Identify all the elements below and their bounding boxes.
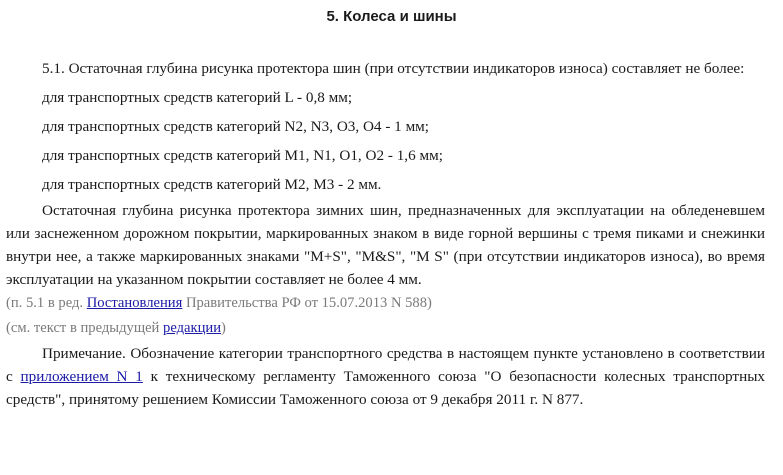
remark-prefix: Примечание. Обозначение категории транспортного средства в настоящем пункте установлено в соответствии с [6, 345, 765, 385]
remark-suffix: к техническому регламенту Таможенного союза "О безопасности колесных транспортных средств", принятому решением Комиссии Таможенного союза от 9 декабря 2011 г. N 877. [6, 368, 765, 408]
remark-paragraph [6, 342, 765, 411]
previous-edition-note [6, 317, 765, 340]
edition-note-prefix: (п. 5.1 в ред. [6, 295, 87, 311]
document-body [6, 0, 765, 411]
previous-note-prefix: (см. текст в предыдущей [6, 320, 164, 336]
previous-note-suffix: ) [221, 320, 226, 336]
resolution-link[interactable]: Постановления [86, 295, 183, 311]
edition-note-suffix: Правительства РФ от 15.07.2013 N 588) [182, 295, 432, 311]
list-item: для транспортных средств категорий L - 0,8 мм; [42, 89, 353, 106]
winter-tires-paragraph: Остаточная глубина рисунка протектора зимних шин, предназначенных для эксплуатации на обледеневшем или заснеженном дорожном покрытии, маркированных знаком в виде горной вершины с тремя пиками и снежинки внутри нее, а также маркированных знаками "M+S", "M&S", "M S" (при отсутствии индикаторов износа), во время эксплуатации на указанном покрытии составляет не более 4 мм. [6, 202, 765, 288]
section-title: 5. Колеса и шины [326, 8, 457, 25]
clause-intro: 5.1. Остаточная глубина рисунка протектора шин (при отсутствии индикаторов износа) составляет не более: [42, 60, 745, 77]
edition-note [6, 292, 765, 315]
list-item: для транспортных средств категорий M1, N1, O1, O2 - 1,6 мм; [42, 147, 443, 164]
appendix-link[interactable]: приложением N 1 [20, 368, 143, 385]
list-item: для транспортных средств категорий M2, M3 - 2 мм. [42, 176, 382, 193]
list-item: для транспортных средств категорий N2, N3, O3, O4 - 1 мм; [42, 118, 430, 135]
previous-edition-link[interactable]: редакции [163, 320, 222, 336]
